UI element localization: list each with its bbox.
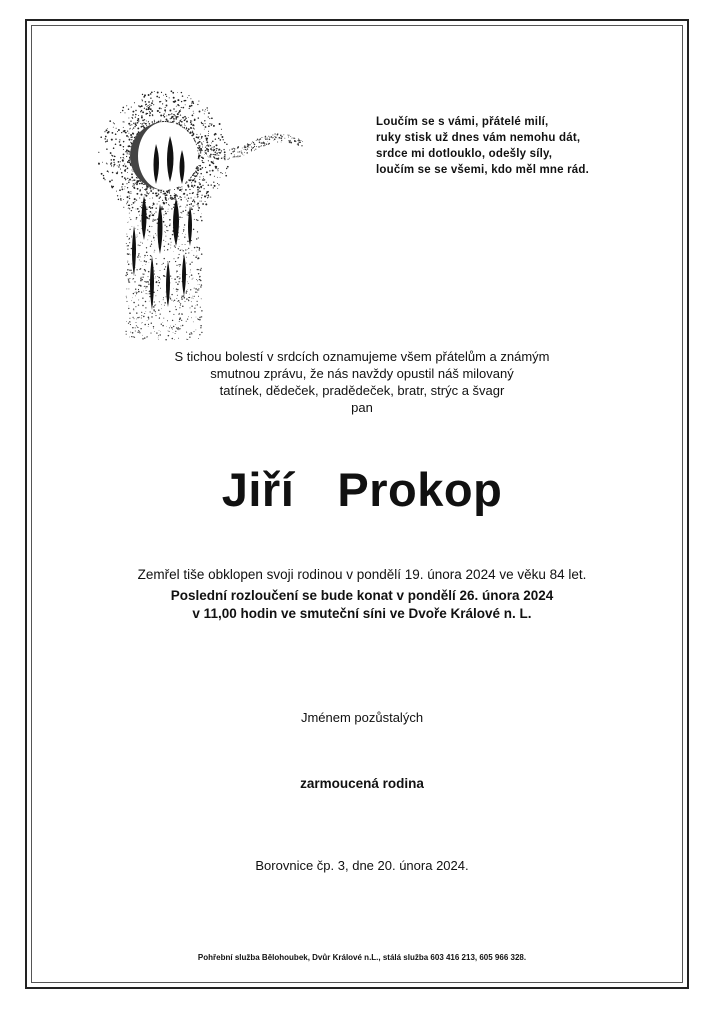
announcement-line: S tichou bolestí v srdcích oznamujeme všem přátelům a známým [174, 349, 550, 364]
funeral-line: Poslední rozloučení se bude konat v pondělí 26. února 2024 [170, 588, 554, 603]
funeral-line: v 11,00 hodin ve smuteční síni ve Dvoře Králové n. L. [192, 606, 532, 621]
moon-flames-ornament-icon [98, 86, 308, 346]
place-and-date: Borovnice čp. 3, dne 20. února 2024. [255, 858, 469, 873]
funeral-details [40, 587, 684, 623]
poem-line: Loučím se s vámi, přátelé milí, [376, 116, 549, 128]
funeral-service-footer: Pohřební služba Bělohoubek, Dvůr Králové n.L., stálá služba 603 416 213, 605 966 328. [197, 953, 527, 962]
poem-line: srdce mi dotlouklo, odešly síly, [376, 148, 553, 160]
announcement-line: tatínek, dědeček, pradědeček, bratr, strýc a švagr [219, 383, 505, 398]
announcement-line: pan [351, 400, 373, 415]
deceased-name: Jiří Prokop [221, 463, 503, 516]
on-behalf-text: Jménem pozůstalých [300, 710, 424, 725]
farewell-poem [376, 114, 676, 178]
poem-line: ruky stisk už dnes vám nemohu dát, [376, 132, 581, 144]
family-signature: zarmoucená rodina [300, 776, 424, 791]
poem-line: loučím se se všemi, kdo měl mne rád. [376, 164, 590, 176]
announcement-line: smutnou zprávu, že nás navždy opustil náš milovaný [210, 366, 514, 381]
death-notice: Zemřel tiše obklopen svoji rodinou v pondělí 19. února 2024 ve věku 84 let. [137, 567, 587, 582]
announcement [60, 348, 664, 416]
